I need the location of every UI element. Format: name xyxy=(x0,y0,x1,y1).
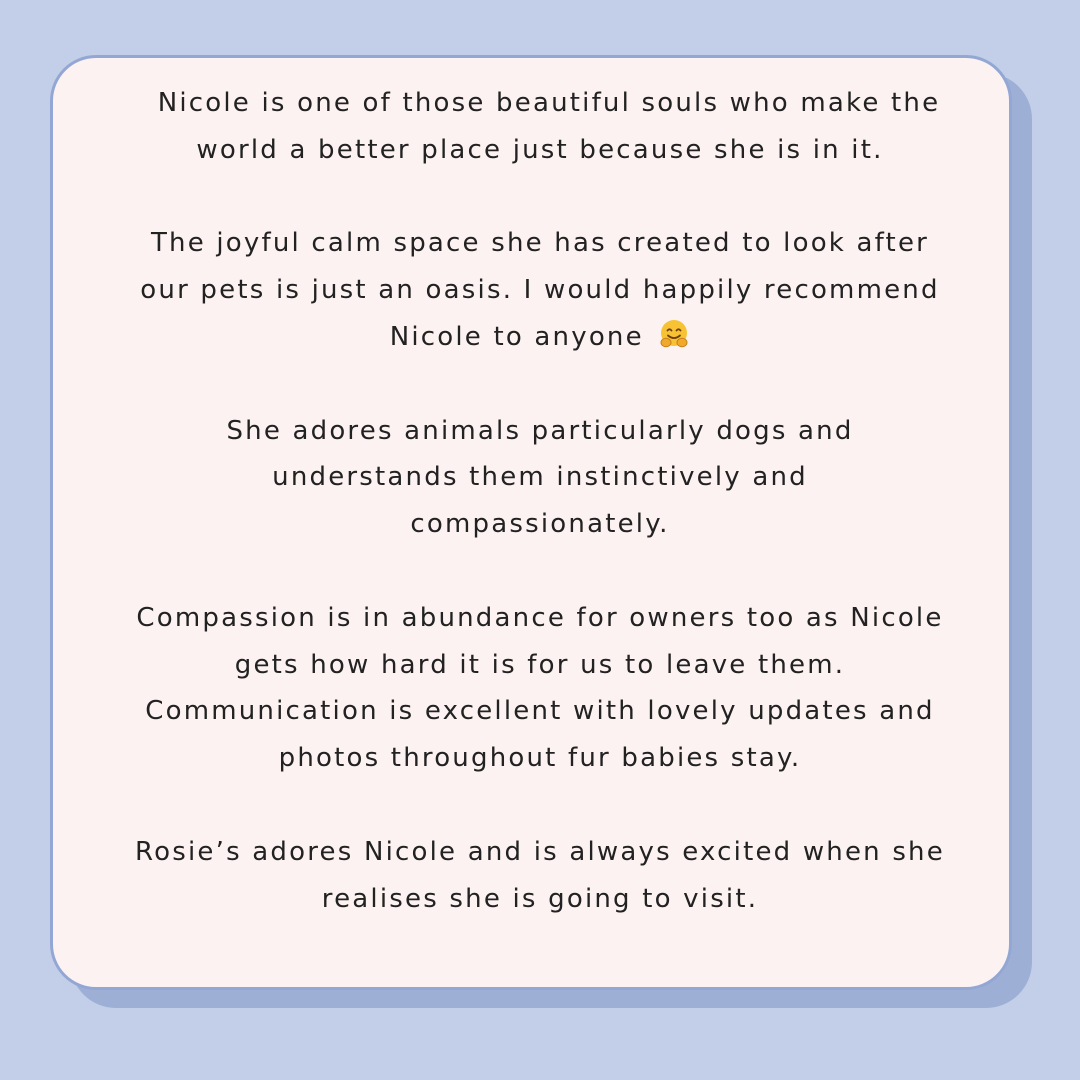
paragraph-3-line-3: compassionately. xyxy=(410,509,670,540)
paragraph-1-line-1: Nicole is one of those beautiful souls who make the xyxy=(157,88,941,118)
paragraph-4-line-1: Compassion is in abundance for owners too as Nicole xyxy=(136,602,944,633)
paragraph-2-line-3: Nicole to anyone xyxy=(389,321,644,352)
paragraph-4-line-4: photos throughout fur babies stay. xyxy=(278,743,802,774)
paragraph-2-line-1: The joyful calm space she has created to look after xyxy=(150,228,930,259)
paragraph-gap xyxy=(0,174,1080,221)
paragraph-3-line-1: She adores animals particularly dogs and xyxy=(226,415,854,446)
paragraph-2-line-3-wrap xyxy=(0,314,1080,361)
paragraph-gap xyxy=(0,361,1080,408)
paragraph-4-line-3: Communication is excellent with lovely updates and xyxy=(145,696,935,727)
paragraph-4-line-2: gets how hard it is for us to leave them. xyxy=(234,649,846,680)
paragraph-gap xyxy=(0,782,1080,829)
testimonial-text xyxy=(0,80,1080,922)
paragraph-1-line-2: world a better place just because she is in it. xyxy=(196,134,884,165)
paragraph-5-line-2: realises she is going to visit. xyxy=(321,883,759,914)
paragraph-3-line-2: understands them instinctively and xyxy=(272,462,808,493)
paragraph-gap xyxy=(0,548,1080,595)
hugging-face-icon xyxy=(658,318,690,350)
paragraph-5-line-1: Rosie’s adores Nicole and is always excited when she xyxy=(135,836,945,867)
paragraph-2-line-2: our pets is just an oasis. I would happily recommend xyxy=(140,275,940,306)
